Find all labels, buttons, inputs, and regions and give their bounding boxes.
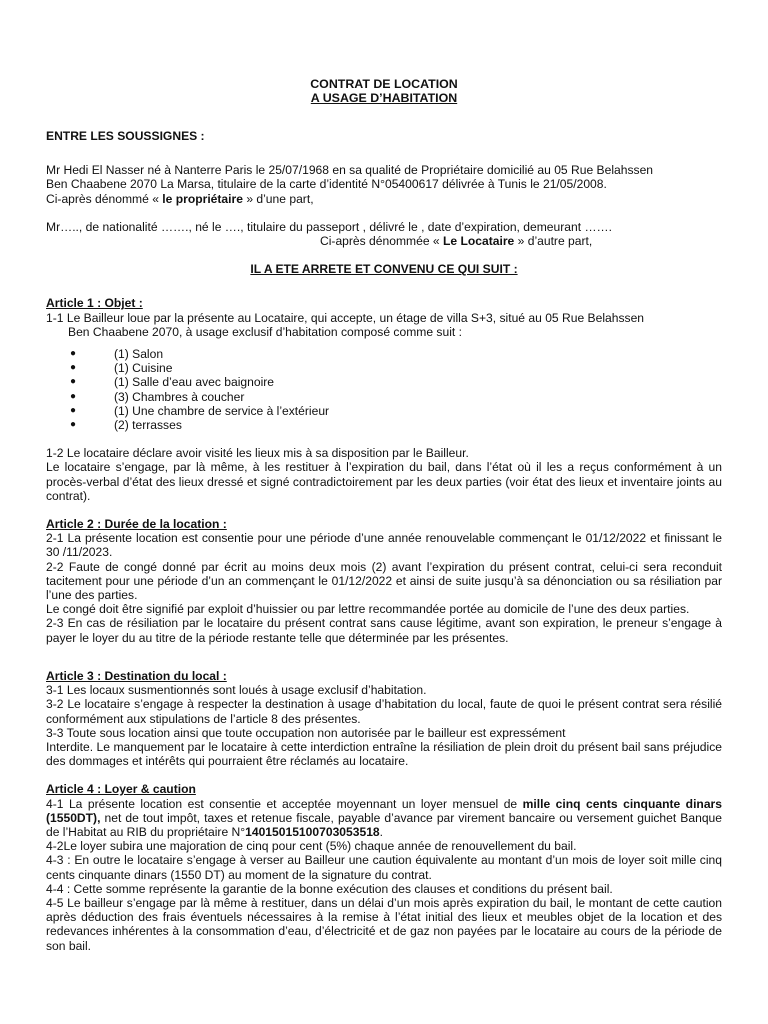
article-1-2: 1-2 Le locataire déclare avoir visité les lieux mis à sa disposition par le Bailleur. (46, 446, 469, 461)
article-4-4: 4-4 : Cette somme représente la garantie de la bonne exécution des clauses et conditions du présent bail. (46, 881, 613, 896)
list-item: ● (1) Salon (70, 347, 164, 362)
title-line-2: A USAGE D’HABITATION (310, 91, 458, 105)
bullet-icon: ● (70, 404, 77, 416)
room-list (46, 347, 722, 432)
article-3-3: 3-3 Toute sous location ainsi que toute occupation non autorisée par le bailleur est expressément (46, 725, 566, 740)
article-2-2-notice: Le congé doit être signifié par exploit d’huissier ou par lettre recommandée portée au domicile de l’une des deux parties. (46, 602, 690, 617)
article-1-1-line-1: 1-1 Le Bailleur loue par la présente au Locataire, qui accepte, un étage de villa S+3, situé au 05 Rue Belahssen (46, 310, 645, 325)
owner-line-2: Ben Chaabene 2070 La Marsa, titulaire de la carte d’identité N°05400617 délivrée à Tunis le 21/05/2008. (46, 177, 607, 192)
tenant-line-2-pre: Ci-après dénommée « (320, 234, 444, 249)
owner-paragraph (46, 163, 722, 206)
article-4-5: 4-5 Le bailleur s’engage par là même à restituer, dans un délai d’un mois après expiration du bail, le montant de cette caution après déduction des frais éventuels nécessaires à la remise à l’état initial des lieux et meubles objet de la location et des redevances inhérentes à la consommation d’eau, d’électricité et de gaz non payées par le locataire au cours de la période de son bail. (46, 895, 722, 953)
rent-amount: mille cinq cents cinquante dinars (1550DT), (46, 796, 722, 825)
article-3-2: 3-2 Le locataire s’engage à respecter la destination à usage d’habitation du local, faute de quoi le présent contrat sera résilié conformément aux stipulations de l’article 8 des présentes. (46, 697, 722, 726)
article-4-heading: Article 4 : Loyer & caution (46, 782, 196, 797)
owner-line-1: Mr Hedi El Nasser né à Nanterre Paris le 25/07/1968 en sa qualité de Propriétaire domicilié au 05 Rue Belahssen (46, 163, 654, 178)
tenant-line-2 (46, 234, 722, 248)
article-2-heading: Article 2 : Durée de la location : (46, 517, 227, 532)
agreement-heading: IL A ETE ARRETE ET CONVENU CE QUI SUIT : (250, 262, 518, 277)
article-4-1-mid: net de tout impôt, taxes et retenue fiscale, payable d’avance par virement bancaire ou versement guichet Banque de l’Habitat au RIB du propriétaire N° (46, 810, 722, 839)
list-item: ● (1) Cuisine (70, 361, 173, 376)
article-3-1: 3-1 Les locaux susmentionnés sont loués à usage exclusif d’habitation. (46, 683, 427, 698)
tenant-paragraph (46, 220, 722, 248)
tenant-line-1: Mr….., de nationalité ……., né le …., titulaire du passeport , délivré le , date d’expiration, demeurant ……. (46, 219, 612, 234)
list-item: ● (1) Salle d’eau avec baignoire (70, 375, 275, 390)
contract-body (46, 77, 722, 953)
owner-line-3-pre: Ci-après dénommé « (46, 191, 163, 206)
article-1-3: Le locataire s’engage, par là même, à les restituer à l’expiration du bail, dans l’état où il les a reçus conformément à un procès-verbal d’état des lieux dressé et signé contradictoirement par les deux parties (voir état des lieux et inventaire joints au contrat). (46, 460, 722, 503)
owner-role-label: le propriétaire (162, 191, 243, 206)
bullet-icon: ● (70, 419, 77, 431)
tenant-line-2-post: » d’autre part, (514, 234, 593, 249)
list-item: ● (2) terrasses (70, 418, 182, 433)
rib-number: 14015015100703053518 (245, 824, 380, 839)
tenant-role-label: Le Locataire (443, 234, 515, 249)
article-4-3: 4-3 : En outre le locataire s’engage à verser au Bailleur une caution équivalente au montant d’un mois de loyer soit mille cinq cents cinquante dinars (1550 DT) au moment de la signature du contrat. (46, 853, 722, 882)
list-item: ● (3) Chambres à coucher (70, 389, 245, 404)
article-2-2: 2-2 Faute de congé donné par écrit au moins deux mois (2) avant l’expiration du présent contrat, celui-ci sera reconduit tacitement pour une période d’un an commençant le 01/12/2022 et ainsi de suite jusqu’à sa dénonciation ou sa résiliation par l’une des parties. (46, 559, 722, 603)
article-4-2: 4-2Le loyer subira une majoration de cinq pour cent (5%) chaque année de renouvellement du bail. (46, 839, 577, 854)
bullet-icon: ● (70, 348, 77, 360)
article-3-3-cont: Interdite. Le manquement par le locataire à cette interdiction entraîne la résiliation de plein droit du présent bail sans préjudice des dommages et intérêts qui pourraient être réclamés au locataire. (46, 739, 722, 769)
article-3-heading: Article 3 : Destination du local : (46, 668, 227, 683)
article-1-1-line-2: Ben Chaabene 2070, à usage exclusif d’habitation composé comme suit : (68, 324, 462, 339)
document-title (46, 77, 722, 105)
bullet-icon: ● (70, 376, 77, 388)
title-line-1: CONTRAT DE LOCATION (310, 77, 458, 91)
article-2-1: 2-1 La présente location est consentie pour une période d’une année renouvelable commençant le 01/12/2022 et finissant le 30 /11/2023. (46, 531, 722, 560)
list-item: ● (1) Une chambre de service à l’extérieur (70, 403, 330, 418)
article-4-1-end: . (379, 824, 384, 839)
parties-heading: ENTRE LES SOUSSIGNES : (46, 129, 205, 143)
owner-line-3-post: » d’une part, (242, 191, 314, 206)
article-4-1-pre: 4-1 La présente location est consentie et acceptée moyennant un loyer mensuel de (46, 796, 523, 811)
bullet-icon: ● (70, 362, 77, 374)
article-4-1 (46, 797, 722, 840)
article-1-heading: Article 1 : Objet : (46, 296, 143, 311)
article-2-3: 2-3 En cas de résiliation par le locataire du présent contrat sans cause légitime, avant son expiration, le preneur s’engage à payer le loyer du au titre de la période restante telle que déterminée par les présentes. (46, 616, 722, 645)
bullet-icon: ● (70, 390, 77, 402)
owner-line-3 (46, 192, 722, 206)
